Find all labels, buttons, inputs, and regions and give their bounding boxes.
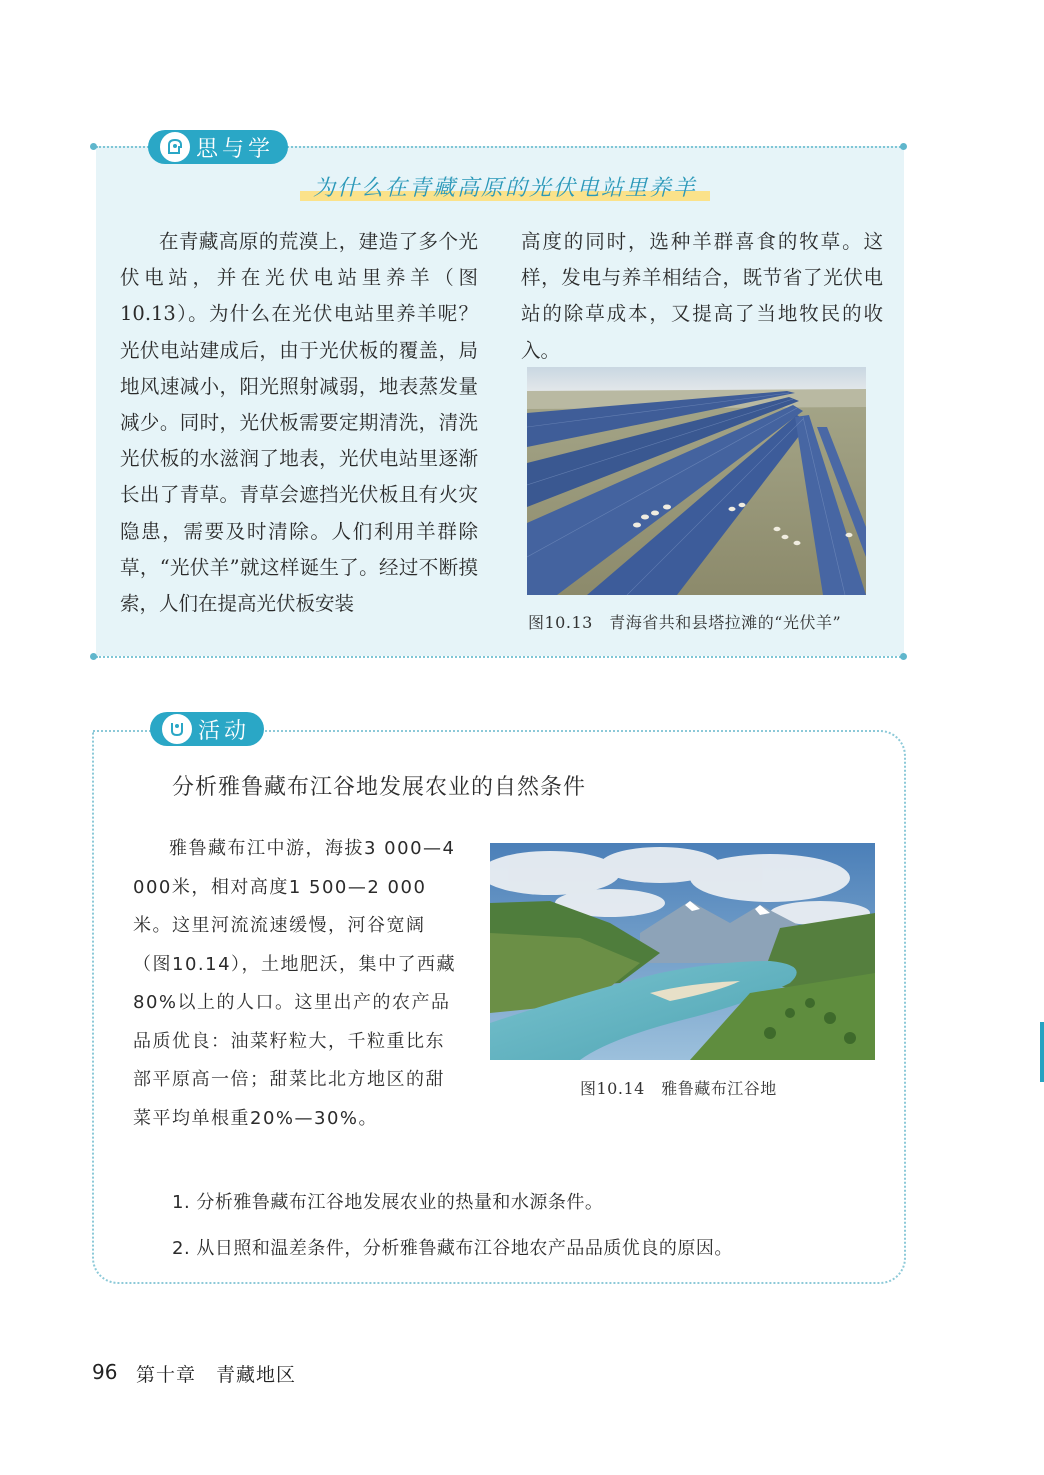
activity-icon xyxy=(160,712,194,746)
border-dot xyxy=(900,143,907,150)
think-paragraph-col2: 高度的同时，选种羊群喜食的牧草。这样，发电与养羊相结合，既节省了光伏电站的除草成本，又提高了当地牧民的收入。 xyxy=(521,230,883,362)
border-dot xyxy=(90,143,97,150)
chapter-title: 第十章 青藏地区 xyxy=(136,1364,297,1386)
activity-questions xyxy=(172,1180,872,1272)
border-dot xyxy=(900,653,907,660)
think-bottom-border xyxy=(96,656,904,658)
think-badge xyxy=(148,130,288,164)
activity-badge xyxy=(150,712,264,746)
solar-farm-photo xyxy=(527,367,866,595)
edge-tab xyxy=(1040,1022,1044,1082)
activity-title: 分析雅鲁藏布江谷地发展农业的自然条件 xyxy=(172,775,587,800)
figure-caption-10-13: 图10.13 青海省共和县塔拉滩的“光伏羊” xyxy=(528,613,842,632)
border-dot xyxy=(90,653,97,660)
yarlung-valley-photo xyxy=(490,843,875,1060)
thinking-head-icon xyxy=(158,130,192,164)
question-item: 2. 从日照和温差条件，分析雅鲁藏布江谷地农产品品质优良的原因。 xyxy=(172,1238,733,1259)
think-title: 为什么在青藏高原的光伏电站里养羊 xyxy=(300,166,710,206)
page-number: 96 xyxy=(92,1360,118,1384)
activity-badge-label: 活动 xyxy=(198,718,251,744)
question-item: 1. 分析雅鲁藏布江谷地发展农业的热量和水源条件。 xyxy=(172,1192,604,1213)
think-badge-label: 思与学 xyxy=(196,136,275,162)
think-paragraph-col1: 在青藏高原的荒漠上，建造了多个光伏电站，并在光伏电站里养羊（图10.13）。为什么在光伏电站里养羊呢？光伏电站建成后，由于光伏板的覆盖，局地风速减小，阳光照射减弱，地表蒸发量减少。同时，光伏板需要定期清洗，清洗光伏板的水滋润了地表，光伏电站里逐渐长出了青草。青草会遮挡光伏板且有火灾隐患，需要及时清除。人们利用羊群除草，“光伏羊”就这样诞生了。经过不断摸索，人们在提高光伏板安装 xyxy=(120,230,478,616)
activity-paragraph: 雅鲁藏布江中游，海拔3 000—4 000米，相对高度1 500—2 000米。这里河流流速缓慢，河谷宽阔（图10.14），土地肥沃，集中了西藏80%以上的人口。这里出产的农产品品质优良：油菜籽粒大，千粒重比东部平原高一倍；甜菜比北方地区的甜菜平均单根重20%—30%。 xyxy=(133,838,457,1129)
figure-caption-10-14: 图10.14 雅鲁藏布江谷地 xyxy=(580,1079,777,1098)
